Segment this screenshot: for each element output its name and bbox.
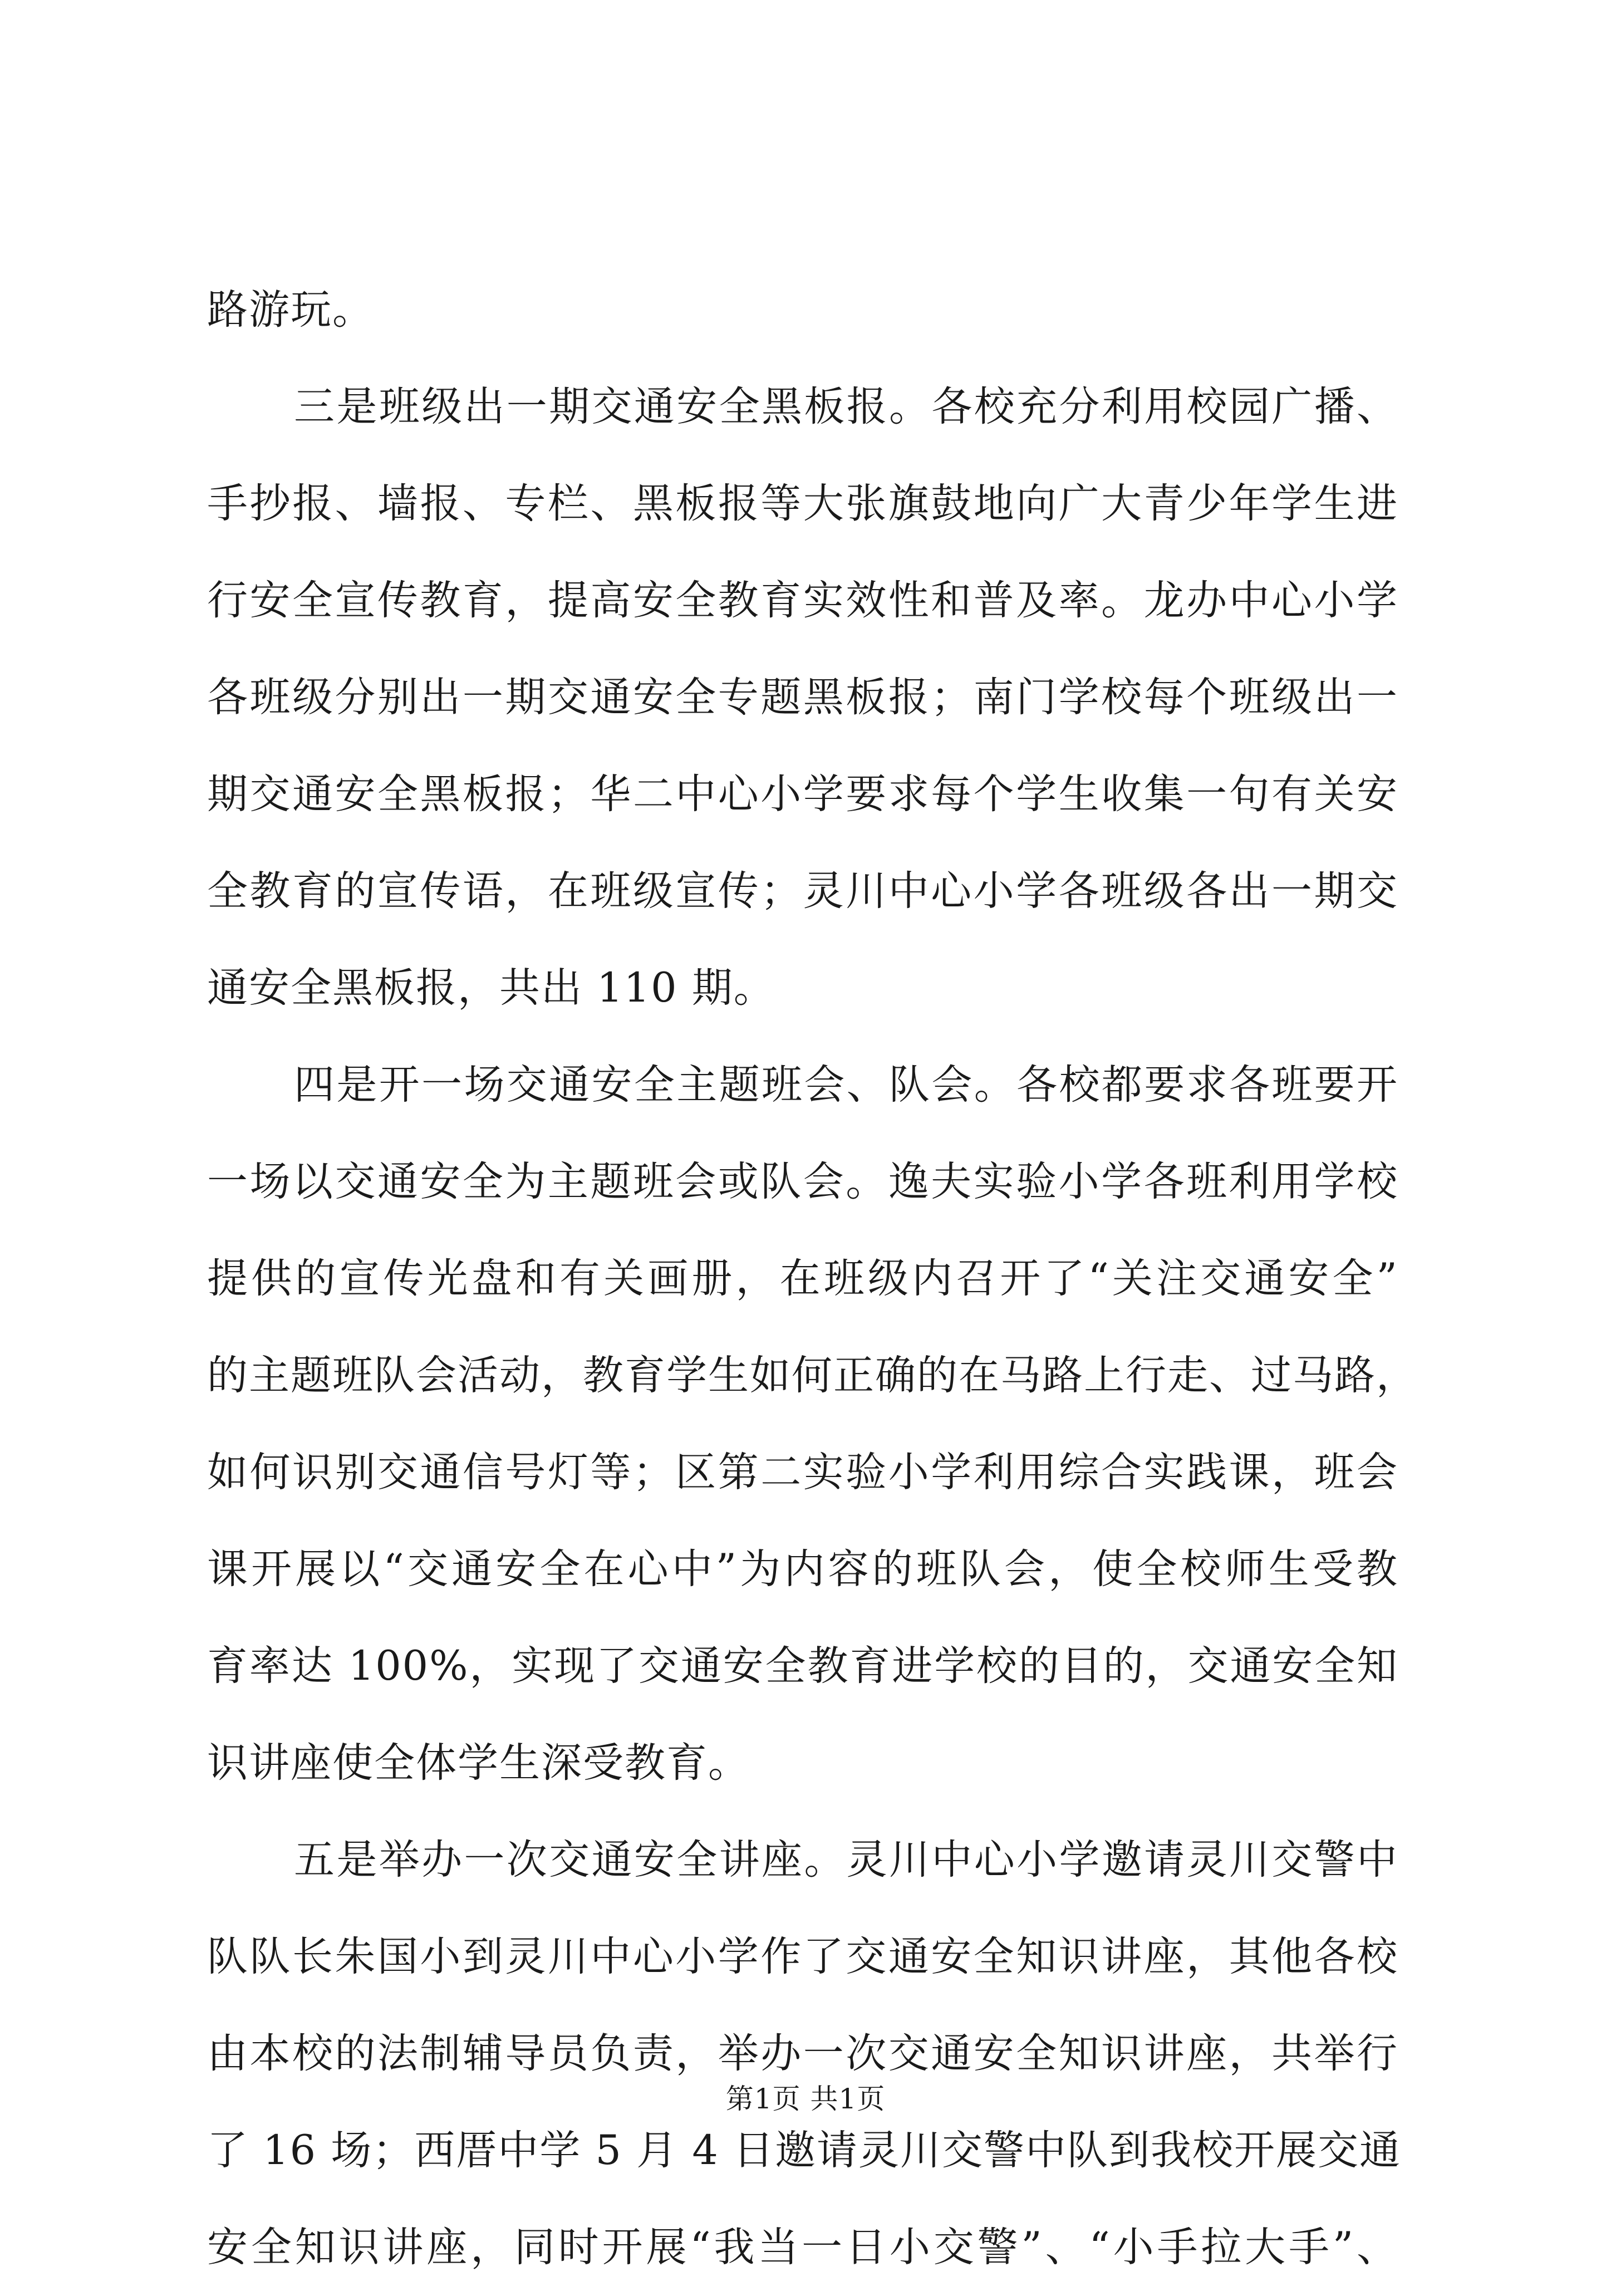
text-line: 手抄报、墙报、专栏、黑板报等大张旗鼓地向广大青少年学生进 bbox=[207, 480, 1398, 527]
paragraph-3-start: 三是班级出一期交通安全黑板报。各校充分利用校园广播、 bbox=[294, 383, 1398, 430]
text-line: 育率达 100%，实现了交通安全教育进学校的目的，交通安全知 bbox=[207, 1642, 1398, 1690]
paragraph-5-start: 五是举办一次交通安全讲座。灵川中心小学邀请灵川交警中 bbox=[294, 1836, 1398, 1883]
text-line: 一场以交通安全为主题班会或队会。逸夫实验小学各班利用学校 bbox=[207, 1158, 1398, 1205]
text-line: 通安全黑板报，共出 110 期。 bbox=[207, 964, 775, 1012]
text-line: 提供的宣传光盘和有关画册，在班级内召开了“关注交通安全” bbox=[207, 1255, 1398, 1302]
paragraph-4-start: 四是开一场交通安全主题班会、队会。各校都要求各班要开 bbox=[294, 1061, 1398, 1108]
text-line: 行安全宣传教育，提高安全教育实效性和普及率。龙办中心小学 bbox=[207, 577, 1398, 624]
text-line: 如何识别交通信号灯等；区第二实验小学利用综合实践课，班会 bbox=[207, 1449, 1398, 1496]
text-line: 课开展以“交通安全在心中”为内容的班队会，使全校师生受教 bbox=[207, 1546, 1398, 1593]
text-line: 队队长朱国小到灵川中心小学作了交通安全知识讲座，其他各校 bbox=[207, 1933, 1398, 1980]
text-line: 识讲座使全体学生深受教育。 bbox=[207, 1739, 750, 1787]
text-line: 由本校的法制辅导员负责，举办一次交通安全知识讲座，共举行 bbox=[207, 2030, 1398, 2077]
text-line: 各班级分别出一期交通安全专题黑板报；南门学校每个班级出一 bbox=[207, 674, 1398, 721]
page-footer: 第1页 共1页 bbox=[725, 2083, 886, 2115]
text-line: 安全知识讲座，同时开展“我当一日小交警”、“小手拉大手”、 bbox=[207, 2224, 1398, 2271]
text-line: 期交通安全黑板报；华二中心小学要求每个学生收集一句有关安 bbox=[207, 771, 1398, 818]
text-line: 的主题班队会活动，教育学生如何正确的在马路上行走、过马路， bbox=[207, 1352, 1418, 1399]
text-line: 全教育的宣传语，在班级宣传；灵川中心小学各班级各出一期交 bbox=[207, 867, 1398, 915]
text-line: 了 16 场；西厝中学 5 月 4 日邀请灵川交警中队到我校开展交通 bbox=[207, 2127, 1402, 2174]
body-text bbox=[207, 262, 1418, 2296]
text-line: 路游玩。 bbox=[207, 286, 374, 333]
